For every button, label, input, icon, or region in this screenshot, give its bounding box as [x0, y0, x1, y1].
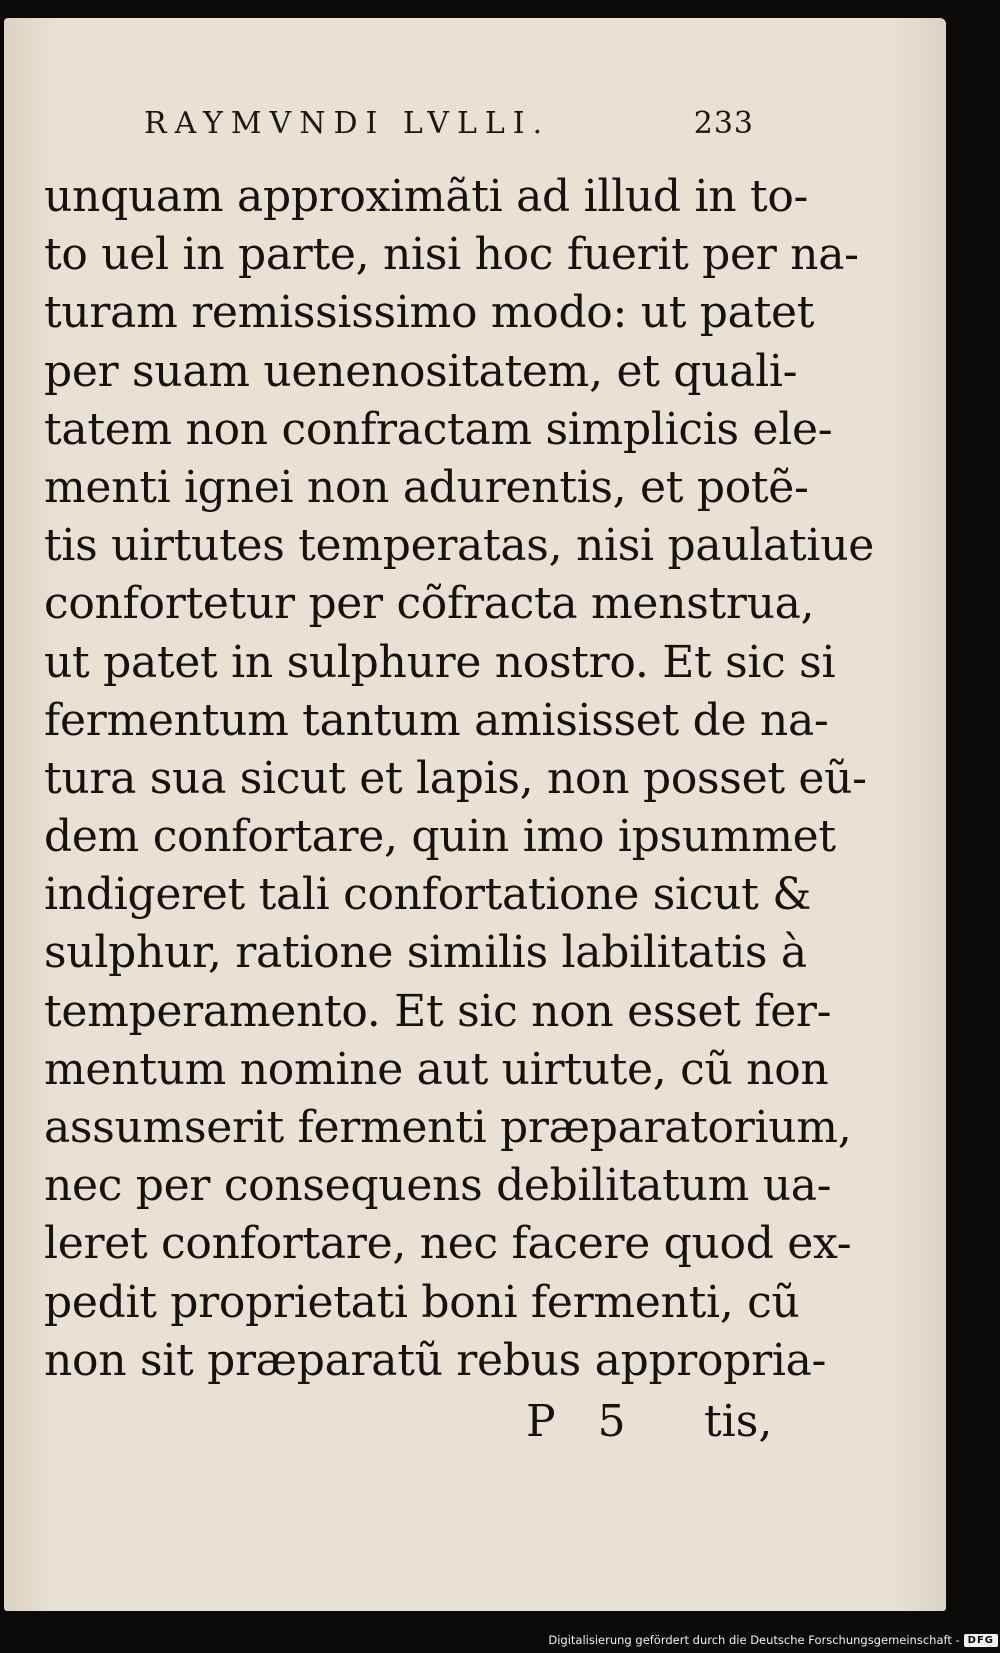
text-line: non sit præparatũ rebus appropria- [44, 1334, 827, 1386]
text-line: tatem non confractam simplicis ele- [44, 403, 833, 455]
signature-mark: P 5 [526, 1396, 640, 1447]
text-line: fermentum tantum amisisset de na- [44, 694, 829, 746]
text-line: indigeret tali confortatione sicut & [44, 869, 812, 921]
funding-notice [548, 1629, 998, 1651]
book-page [4, 18, 946, 1611]
text-line: per suam uenenositatem, et quali- [44, 345, 798, 397]
text-line: dem confortare, quin imo ipsummet [44, 811, 836, 863]
text-line: sulphur, ratione similis labilitatis à [44, 927, 807, 979]
page-footer [4, 1396, 784, 1456]
text-line: mentum nomine aut uirtute, cũ non [44, 1043, 829, 1095]
text-line: temperamento. Et sic non esset fer- [44, 985, 832, 1037]
dfg-logo-icon: DFG [964, 1634, 998, 1647]
text-line: pedit proprietati boni fermenti, cũ [44, 1276, 800, 1328]
text-line: ut patet in sulphure nostro. Et sic si [44, 636, 836, 688]
text-line: menti ignei non adurentis, et potẽ- [44, 461, 809, 513]
body-text [44, 168, 874, 1390]
page-number: 233 [693, 106, 754, 141]
text-line: leret confortare, nec facere quod ex- [44, 1218, 852, 1270]
text-line: nec per consequens debilitatum ua- [44, 1160, 832, 1212]
text-line: assumserit fermenti præparatorium, [44, 1102, 852, 1153]
catchword: tis, [704, 1396, 773, 1447]
text-line: tura sua sicut et lapis, non posset eũ- [44, 752, 867, 804]
funding-text: Digitalisierung gefördert durch die Deutsche Forschungsgemeinschaft - [548, 1633, 960, 1647]
text-line: unquam approximãti ad illud in to- [44, 171, 809, 222]
running-title: RAYMVNDI LVLLI. [144, 106, 551, 141]
text-line: to uel in parte, nisi hoc fuerit per na- [44, 229, 859, 281]
text-line: turam remississimo modo: ut patet [44, 287, 815, 339]
page-header [144, 106, 754, 156]
text-line: tis uirtutes temperatas, nisi paulatiue [44, 520, 874, 572]
text-line: confortetur per cõfracta menstrua, [44, 578, 815, 630]
